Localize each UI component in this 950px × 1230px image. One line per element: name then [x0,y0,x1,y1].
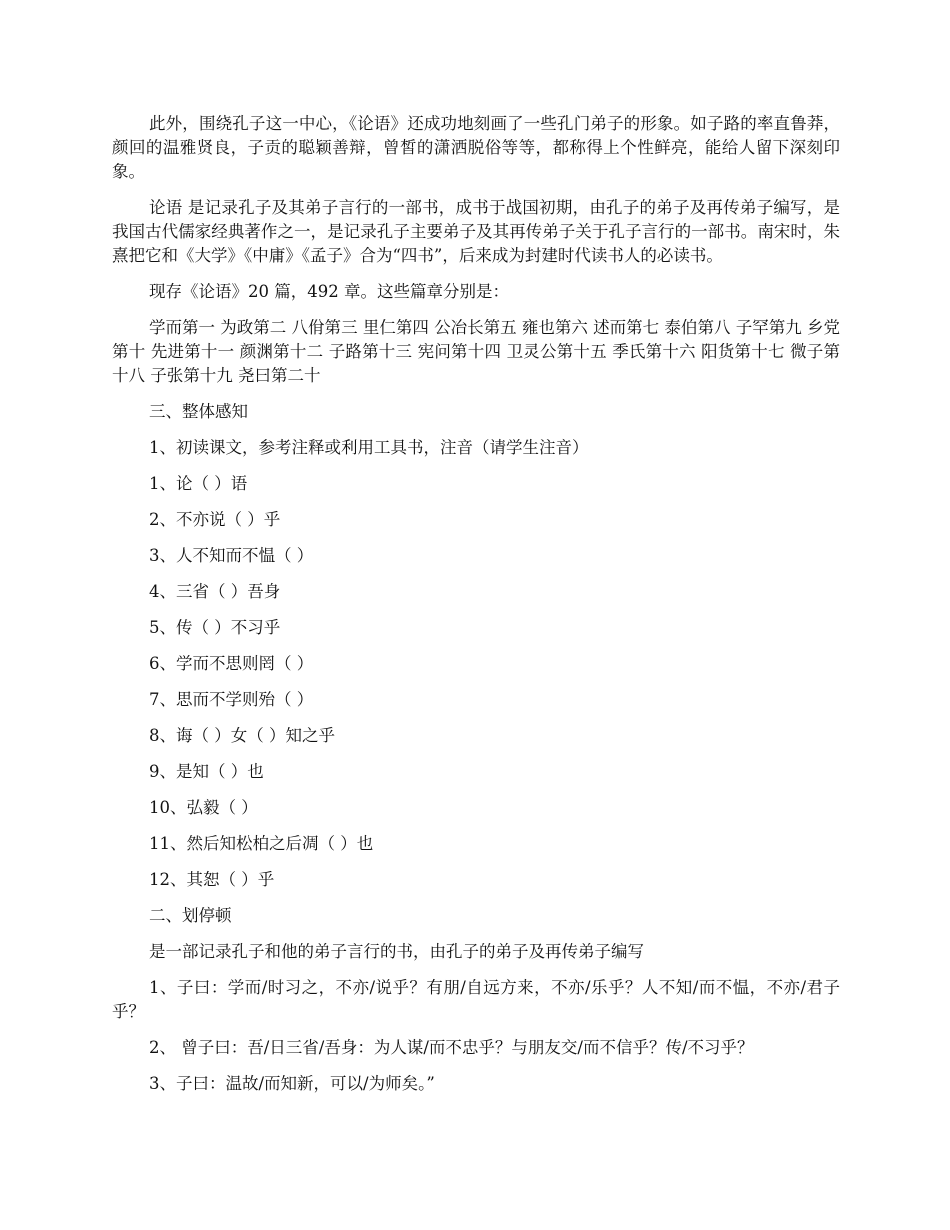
paragraph-chapter-list: 学而第一 为政第二 八佾第三 里仁第四 公冶长第五 雍也第六 述而第七 泰伯第八 子罕第九 乡党第十 先进第十一 颜渊第十二 子路第十三 宪问第十四 卫灵公第十五 季氏第十六 阳货第十七 微子第十八 子张第十九 尧曰第二十 [112,318,840,385]
pronunciation-item: 7、思而不学则殆（ ） [149,690,314,709]
pronunciation-item: 11、然后知松柏之后凋（ ）也 [149,834,374,853]
section-heading-pauses: 二、划停顿 [149,906,232,925]
pause-item: 1、子曰：学而/时习之，不亦/说乎？有朋/自远方来，不亦/乐乎？人不知/而不愠，不亦/君子乎？ [112,978,840,1021]
pronunciation-item: 12、其恕（ ）乎 [149,870,275,889]
pronunciation-item: 2、不亦说（ ）乎 [149,510,281,529]
pronunciation-item: 4、三省（ ）吾身 [149,582,281,601]
paragraph-disciples: 此外，围绕孔子这一中心，《论语》还成功地刻画了一些孔门弟子的形象。如子路的率直鲁莽，颜回的温雅贤良，子贡的聪颖善辩，曾皙的潇洒脱俗等等，都称得上个性鲜亮，能给人留下深刻印象。 [112,114,840,181]
pronunciation-item: 10、弘毅（ ） [149,798,258,817]
pronunciation-item: 1、论（ ）语 [149,474,248,493]
section-heading-overall: 三、整体感知 [149,402,248,421]
paragraph-lunyu-intro: 论语 是记录孔子及其弟子言行的一部书，成书于战国初期，由孔子的弟子及再传弟子编写，是我国古代儒家经典著作之一，是记录孔子主要弟子及其再传弟子关于孔子言行的一部书。南宋时，朱熹把它和《大学》《中庸》《孟子》合为“四书”，后来成为封建时代读书人的必读书。 [112,198,840,265]
pronunciation-item: 6、学而不思则罔（ ） [149,654,314,673]
pause-item: 2、 曾子曰：吾/日三省/吾身：为人谋/而不忠乎？与朋友交/而不信乎？传/不习乎？ [149,1038,754,1057]
pronunciation-item: 5、传（ ）不习乎 [149,618,281,637]
paragraph-chapter-count: 现存《论语》20 篇，492 章。这些篇章分别是： [149,282,509,301]
pronunciation-item: 8、诲（ ）女（ ）知之乎 [149,726,335,745]
pause-item: 3、子曰：温故/而知新，可以/为师矣。” [149,1074,435,1093]
paragraph-book-description: 是一部记录孔子和他的弟子言行的书，由孔子的弟子及再传弟子编写 [149,942,644,961]
document-page [112,112,840,1108]
pronunciation-item: 9、是知（ ）也 [149,762,264,781]
task-pronunciation: 1、初读课文，参考注释或利用工具书，注音（请学生注音） [149,438,589,457]
pronunciation-item: 3、人不知而不愠（ ） [149,546,314,565]
